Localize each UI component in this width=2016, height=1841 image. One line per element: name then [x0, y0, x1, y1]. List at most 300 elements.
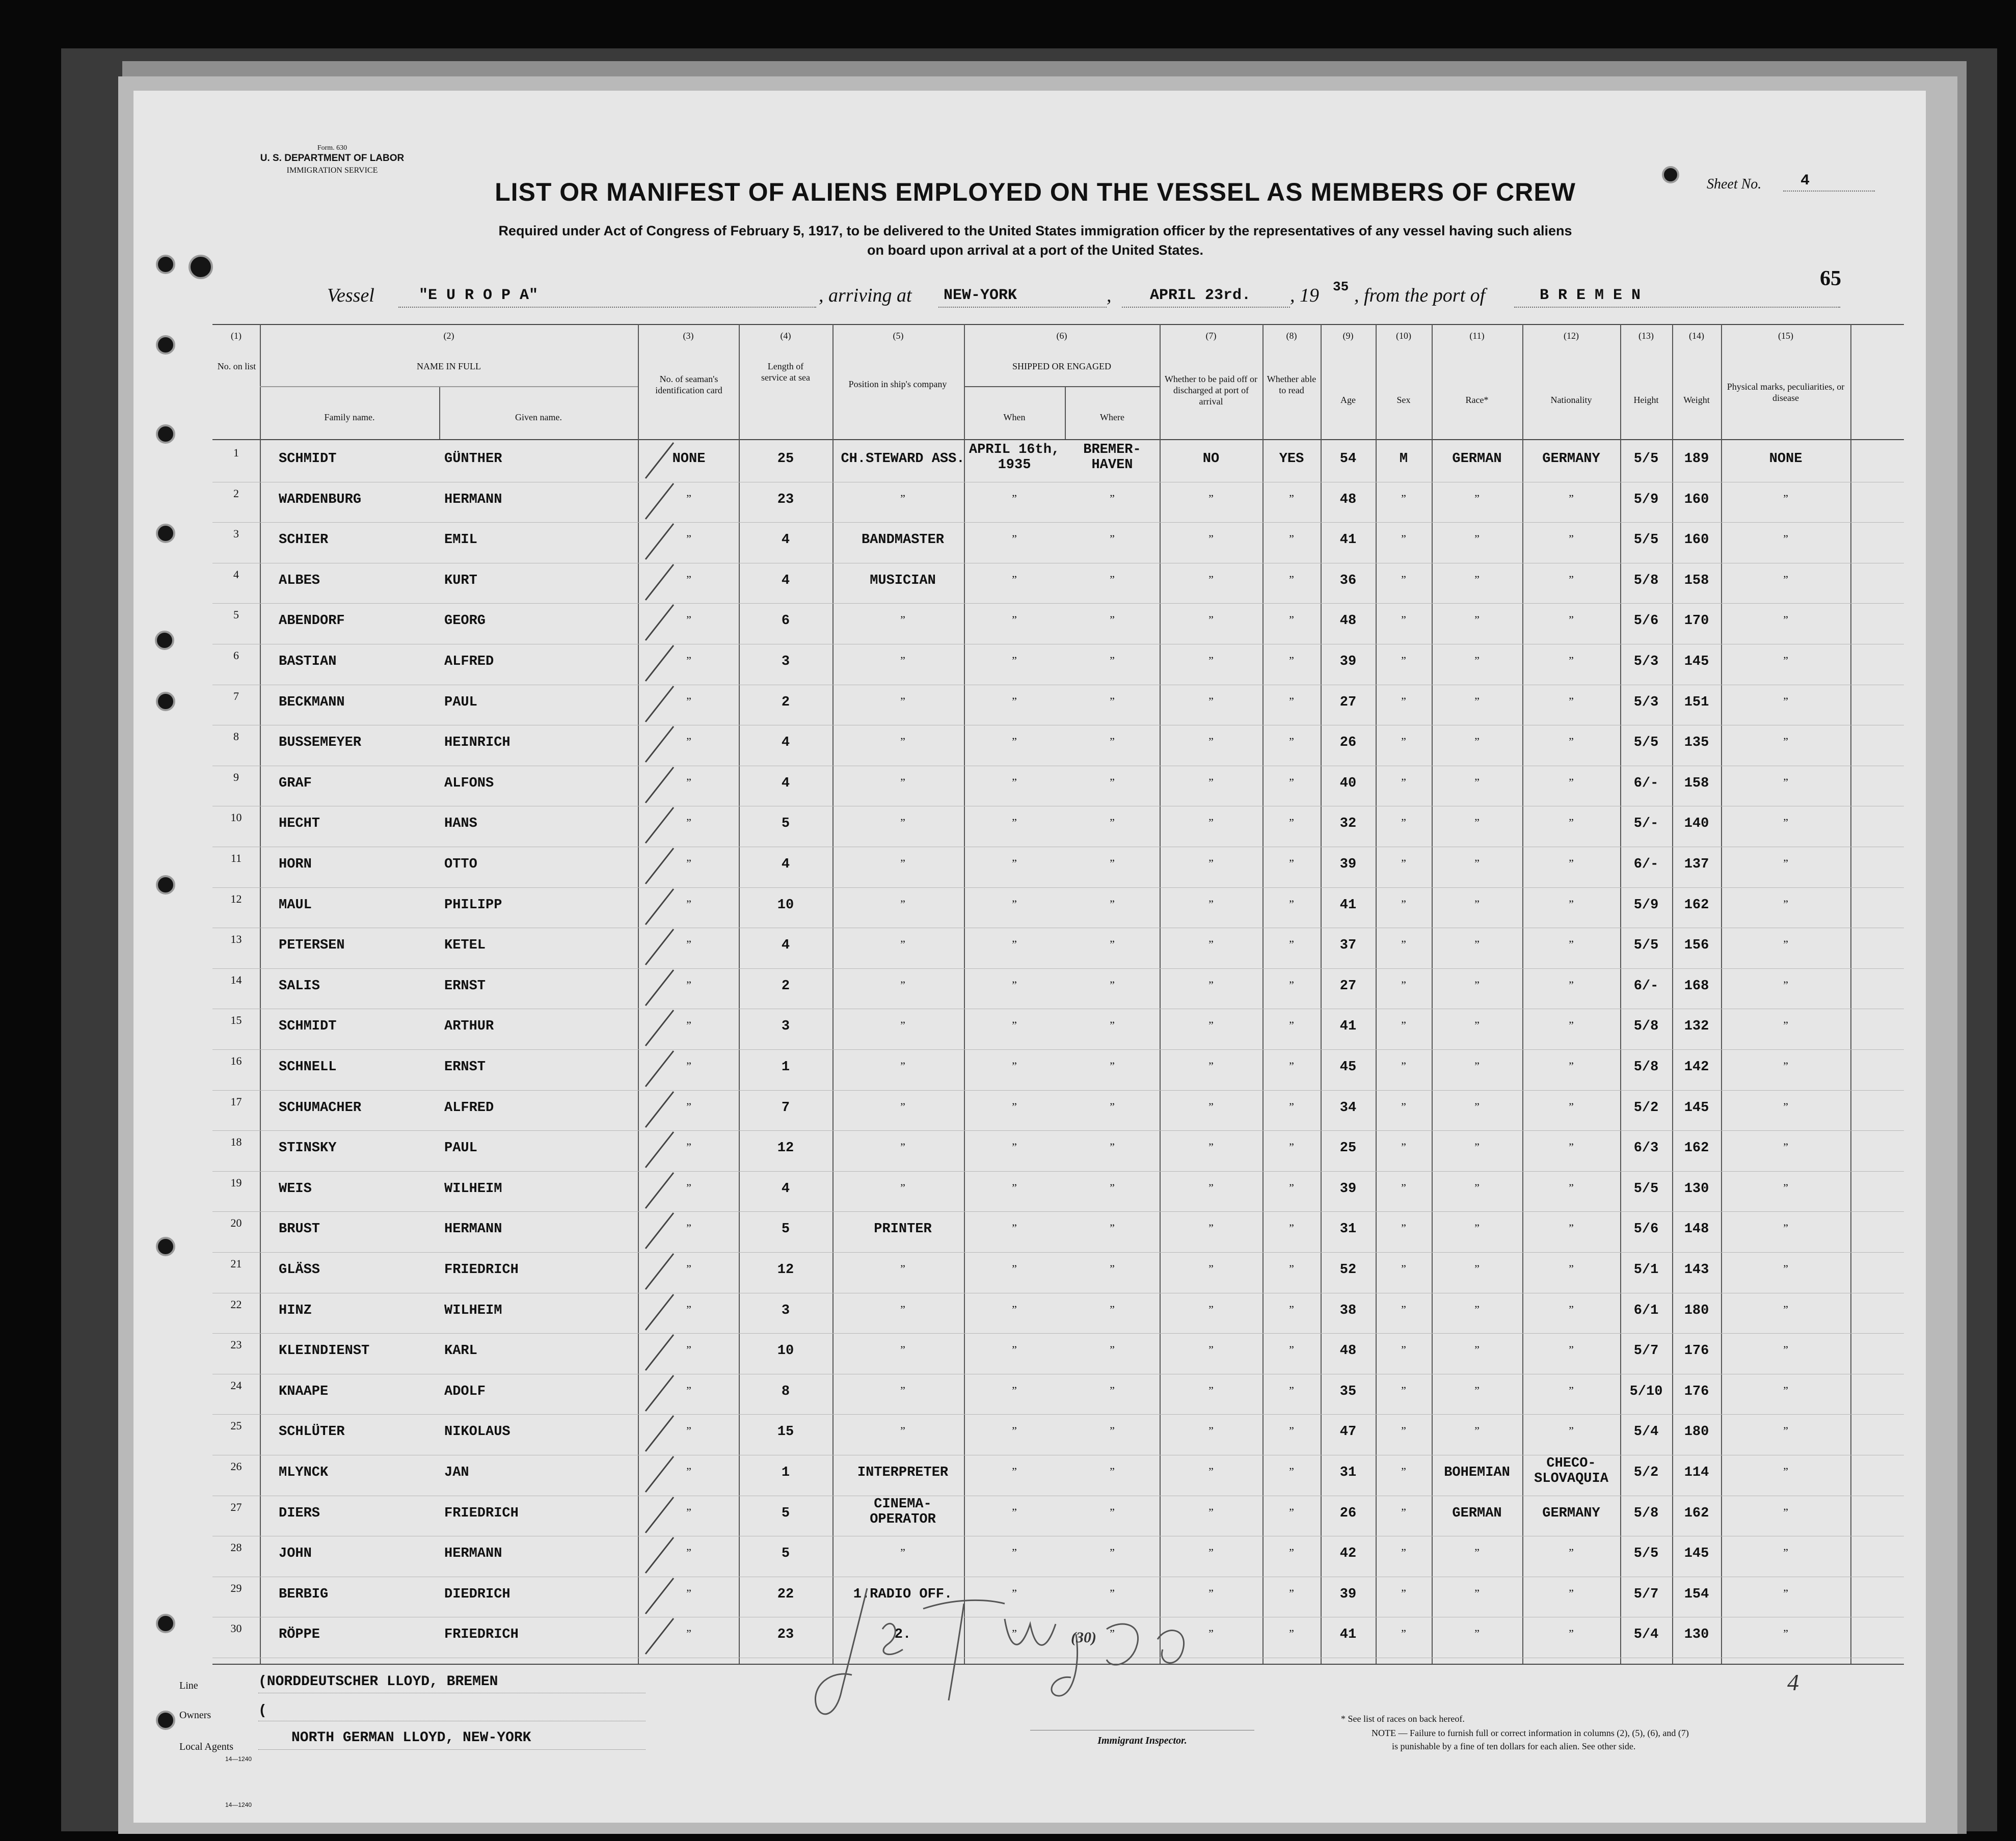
cell-service: 4 [781, 735, 790, 751]
cell-nationality: ” [1569, 1141, 1574, 1154]
cell-marks: ” [1783, 1505, 1788, 1519]
check-mark-icon [643, 1373, 679, 1414]
cell-read: ” [1289, 1505, 1294, 1519]
cell-race: ” [1474, 1546, 1480, 1559]
cell-sex: ” [1401, 694, 1406, 708]
check-mark-icon [643, 805, 679, 846]
vessel-name: "E U R O P A" [419, 287, 539, 304]
check-mark-icon [643, 521, 679, 562]
cell-given: ADOLF [444, 1384, 486, 1399]
cell-height: 6/- [1633, 857, 1659, 872]
cell-sex: ” [1401, 1627, 1406, 1640]
cell-card: ” [686, 775, 691, 789]
cell-when: APRIL 16th, 1935 [969, 442, 1060, 473]
header-position: Position in ship's company [848, 379, 947, 389]
cell-race: ” [1474, 735, 1480, 748]
cell-race: GERMAN [1452, 1505, 1502, 1521]
cell-age: 27 [1339, 694, 1357, 710]
cell-age: 48 [1339, 492, 1357, 507]
row-rule [212, 522, 1904, 523]
cell-sex: ” [1401, 938, 1406, 951]
cell-race: ” [1474, 1222, 1480, 1235]
cell-position: ” [900, 654, 905, 667]
cell-paid-off: ” [1208, 1546, 1214, 1559]
check-mark-icon [643, 1332, 679, 1373]
check-mark-icon [643, 1251, 679, 1292]
cell-where: ” [1110, 492, 1115, 505]
cell-service: 6 [781, 613, 790, 629]
cell-marks: ” [1783, 816, 1788, 829]
cell-weight: 145 [1684, 1546, 1709, 1562]
cell-sex: ” [1401, 1586, 1406, 1600]
cell-position: ” [900, 694, 905, 708]
cell-position: ” [900, 492, 905, 505]
cell-marks: ” [1783, 1222, 1788, 1235]
cell-paid-off: ” [1208, 1060, 1214, 1072]
cell-service: 4 [781, 775, 790, 791]
note-label: NOTE [1372, 1728, 1396, 1738]
cell-weight: 189 [1684, 451, 1709, 467]
cell-given: HANS [444, 816, 477, 832]
cell-no: 9 [233, 770, 239, 783]
cell-marks: ” [1783, 1100, 1788, 1113]
row-rule [212, 887, 1904, 888]
cell-where: ” [1110, 1141, 1115, 1154]
cell-given: PAUL [444, 1141, 477, 1156]
cell-weight: 132 [1684, 1019, 1709, 1035]
check-mark-icon [643, 1170, 679, 1211]
cell-age: 25 [1339, 1141, 1357, 1156]
cell-no: 16 [230, 1054, 242, 1067]
cell-no: 5 [233, 608, 239, 621]
cell-paid-off: ” [1208, 1222, 1214, 1235]
cell-where: ” [1110, 1465, 1115, 1478]
cell-family: SCHUMACHER [279, 1100, 362, 1116]
cell-where: ” [1110, 1586, 1115, 1600]
cell-height: 5/8 [1633, 1060, 1659, 1075]
cell-when: ” [1012, 694, 1017, 708]
cell-marks: ” [1783, 735, 1788, 748]
cell-when: ” [1012, 532, 1017, 546]
cell-position: ” [900, 1060, 905, 1072]
cell-age: 26 [1339, 735, 1357, 751]
corner-handwritten-number: 4 [1787, 1669, 1799, 1695]
cell-read: ” [1289, 1100, 1294, 1113]
header-race: Race* [1465, 395, 1489, 405]
cell-sex: ” [1401, 492, 1406, 505]
from-port-label: , from the port of [1354, 285, 1486, 306]
cell-position: ” [900, 735, 905, 748]
row-rule [212, 1090, 1904, 1091]
check-mark-icon [643, 643, 679, 684]
cell-nationality: ” [1569, 1586, 1574, 1600]
cell-paid-off: ” [1208, 1141, 1214, 1154]
cell-card: ” [686, 1262, 691, 1275]
punch-hole [156, 692, 175, 711]
cell-when: ” [1012, 897, 1017, 910]
cell-no: 28 [230, 1541, 242, 1554]
cell-position: ” [900, 1343, 905, 1357]
vessel-label: Vessel [327, 285, 374, 306]
cell-marks: ” [1783, 1303, 1788, 1316]
cell-height: 5/- [1633, 816, 1659, 832]
cell-height: 5/7 [1633, 1586, 1659, 1602]
cell-given: ALFONS [444, 775, 494, 791]
cell-weight: 135 [1684, 735, 1709, 751]
punch-hole [156, 424, 175, 444]
cell-card: ” [686, 1303, 691, 1316]
cell-marks: ” [1783, 1181, 1788, 1194]
cell-when: ” [1012, 1141, 1017, 1154]
cell-nationality: ” [1569, 694, 1574, 708]
cell-service: 4 [781, 1181, 790, 1197]
cell-weight: 156 [1684, 938, 1709, 954]
cell-given: HERMANN [444, 492, 502, 507]
cell-when: ” [1012, 1262, 1017, 1275]
cell-sex: ” [1401, 532, 1406, 546]
cell-marks: ” [1783, 1586, 1788, 1600]
cell-no: 24 [230, 1378, 242, 1392]
cell-race: ” [1474, 654, 1480, 667]
cell-marks: ” [1783, 1060, 1788, 1072]
cell-height: 5/2 [1633, 1465, 1659, 1480]
cell-age: 48 [1339, 613, 1357, 629]
cell-where: ” [1110, 1343, 1115, 1357]
cell-service: 5 [781, 816, 790, 832]
departure-port: B R E M E N [1540, 287, 1641, 304]
cell-nationality: ” [1569, 1384, 1574, 1397]
cell-weight: 170 [1684, 613, 1709, 629]
cell-weight: 130 [1684, 1627, 1709, 1643]
cell-nationality: ” [1569, 775, 1574, 789]
cell-given: ERNST [444, 978, 486, 994]
cell-weight: 154 [1684, 1586, 1709, 1602]
cell-where: ” [1110, 938, 1115, 951]
cell-family: KNAAPE [279, 1384, 329, 1399]
cell-no: 15 [230, 1014, 242, 1027]
cell-service: 10 [777, 1343, 794, 1359]
cell-marks: ” [1783, 1141, 1788, 1154]
cell-height: 5/1 [1633, 1262, 1659, 1278]
check-mark-icon [643, 1292, 679, 1333]
cell-service: 1 [781, 1060, 790, 1075]
cell-card: ” [686, 816, 691, 829]
cell-age: 39 [1339, 857, 1357, 872]
cell-race: ” [1474, 1303, 1480, 1316]
cell-no: 13 [230, 933, 242, 946]
cell-sex: ” [1401, 1384, 1406, 1397]
check-mark-icon [643, 1008, 679, 1048]
cell-marks: ” [1783, 492, 1788, 505]
header-service-length: Length of service at sea [761, 361, 810, 383]
cell-family: ALBES [279, 573, 320, 588]
cell-age: 32 [1339, 816, 1357, 832]
cell-position: ” [900, 1141, 905, 1154]
cell-race: ” [1474, 1181, 1480, 1194]
row-rule [212, 603, 1904, 604]
cell-read: ” [1289, 1303, 1294, 1316]
cell-marks: ” [1783, 532, 1788, 546]
cell-service: 23 [777, 492, 794, 507]
cell-when: ” [1012, 1100, 1017, 1113]
cell-paid-off: ” [1208, 1424, 1214, 1438]
check-mark-icon [643, 967, 679, 1008]
cell-age: 52 [1339, 1262, 1357, 1278]
cell-where: ” [1110, 613, 1115, 627]
cell-position: ” [900, 897, 905, 910]
cell-paid-off: ” [1208, 897, 1214, 910]
cell-height: 5/6 [1633, 1222, 1659, 1237]
cell-age: 35 [1339, 1384, 1357, 1399]
cell-weight: 151 [1684, 694, 1709, 710]
cell-where: ” [1110, 1100, 1115, 1113]
cell-position: ” [900, 938, 905, 951]
department-name: U. S. DEPARTMENT OF LABOR [260, 153, 405, 164]
cell-where: ” [1110, 1384, 1115, 1397]
cell-paid-off: ” [1208, 1343, 1214, 1357]
cell-service: 10 [777, 897, 794, 913]
cell-card: ” [686, 532, 691, 546]
cell-read: ” [1289, 1181, 1294, 1194]
row-rule [212, 968, 1904, 969]
cell-weight: 137 [1684, 857, 1709, 872]
form-number: Form. 630 [317, 144, 347, 152]
cell-read: ” [1289, 654, 1294, 667]
cell-read: YES [1279, 451, 1304, 467]
cell-read: ” [1289, 1465, 1294, 1478]
cell-sex: ” [1401, 573, 1406, 586]
cell-card: ” [686, 1586, 691, 1600]
cell-when: ” [1012, 857, 1017, 870]
cell-given: ALFRED [444, 654, 494, 669]
cell-no: 22 [230, 1297, 242, 1311]
cell-no: 25 [230, 1419, 242, 1432]
cell-when: ” [1012, 1505, 1017, 1519]
cell-service: 15 [777, 1424, 794, 1440]
cell-family: WARDENBURG [279, 492, 362, 507]
cell-where: ” [1110, 1181, 1115, 1194]
cell-family: KLEINDIENST [279, 1343, 370, 1359]
cell-where: ” [1110, 1505, 1115, 1519]
cell-nationality: ” [1569, 978, 1574, 991]
check-mark-icon [643, 1089, 679, 1130]
cell-height: 5/5 [1633, 1546, 1659, 1562]
cell-race: ” [1474, 492, 1480, 505]
cell-read: ” [1289, 492, 1294, 505]
form-code-bottom: 14—1240 [225, 1801, 252, 1808]
cell-nationality: ” [1569, 938, 1574, 951]
cell-family: ABENDORF [279, 613, 345, 629]
cell-position: ” [900, 775, 905, 789]
cell-given: NIKOLAUS [444, 1424, 510, 1440]
punch-hole [156, 335, 175, 355]
cell-where: ” [1110, 1019, 1115, 1032]
cell-marks: ” [1783, 694, 1788, 708]
cell-given: PAUL [444, 694, 477, 710]
cell-weight: 114 [1684, 1465, 1709, 1480]
cell-weight: 158 [1684, 775, 1709, 791]
owners-value: ( [258, 1703, 267, 1719]
cell-no: 17 [230, 1095, 242, 1108]
cell-read: ” [1289, 857, 1294, 870]
cell-paid-off: ” [1208, 735, 1214, 748]
cell-race: ” [1474, 613, 1480, 627]
sheet-number: 4 [1800, 172, 1810, 189]
cell-family: BRUST [279, 1222, 320, 1237]
cell-weight: 143 [1684, 1262, 1709, 1278]
cell-family: PETERSEN [279, 938, 345, 954]
cell-sex: ” [1401, 775, 1406, 789]
cell-read: ” [1289, 735, 1294, 748]
cell-nationality: ” [1569, 1424, 1574, 1438]
cell-card: ” [686, 1424, 691, 1438]
cell-service: 2 [781, 978, 790, 994]
cell-no: 21 [230, 1257, 242, 1270]
row-rule [212, 1130, 1904, 1131]
cell-nationality: ” [1569, 1303, 1574, 1316]
cell-when: ” [1012, 1181, 1017, 1194]
cell-when: ” [1012, 1384, 1017, 1397]
cell-sex: ” [1401, 1505, 1406, 1519]
cell-age: 41 [1339, 532, 1357, 548]
service-name: IMMIGRATION SERVICE [286, 166, 378, 175]
cell-weight: 180 [1684, 1424, 1709, 1440]
cell-paid-off: ” [1208, 938, 1214, 951]
cell-when: ” [1012, 573, 1017, 586]
cell-nationality: ” [1569, 1627, 1574, 1640]
cell-paid-off: NO [1202, 451, 1220, 467]
cell-race: ” [1474, 1141, 1480, 1154]
cell-where: ” [1110, 573, 1115, 586]
cell-where: ” [1110, 1303, 1115, 1316]
cell-card: ” [686, 1222, 691, 1235]
cell-when: ” [1012, 1546, 1017, 1559]
header-when: When [1003, 412, 1026, 422]
cell-height: 5/7 [1633, 1343, 1659, 1359]
cell-read: ” [1289, 1343, 1294, 1357]
cell-height: 5/5 [1633, 1181, 1659, 1197]
punch-hole [155, 631, 174, 650]
cell-where: ” [1110, 897, 1115, 910]
cell-nationality: ” [1569, 816, 1574, 829]
cell-height: 6/3 [1633, 1141, 1659, 1156]
cell-paid-off: ” [1208, 978, 1214, 991]
cell-age: 40 [1339, 775, 1357, 791]
cell-position: CH.STEWARD ASS. [841, 451, 965, 467]
cell-given: ERNST [444, 1060, 486, 1075]
check-mark-icon [643, 1535, 679, 1576]
cell-marks: ” [1783, 573, 1788, 586]
cell-card: NONE [672, 451, 706, 467]
cell-card: ” [686, 1141, 691, 1154]
punch-hole [156, 524, 175, 543]
cell-marks: ” [1783, 1465, 1788, 1478]
cell-service: 22 [777, 1586, 794, 1602]
cell-when: ” [1012, 1627, 1017, 1640]
cell-position: INTERPRETER [857, 1465, 949, 1480]
cell-age: 26 [1339, 1505, 1357, 1521]
cell-service: 5 [781, 1505, 790, 1521]
cell-paid-off: ” [1208, 857, 1214, 870]
cell-position: CINEMA- OPERATOR [870, 1496, 936, 1527]
line-value: (NORDDEUTSCHER LLOYD, BREMEN [258, 1674, 498, 1690]
cell-weight: 168 [1684, 978, 1709, 994]
cell-race: ” [1474, 1627, 1480, 1640]
cell-paid-off: ” [1208, 1505, 1214, 1519]
cell-weight: 160 [1684, 492, 1709, 507]
punch-hole [156, 875, 175, 895]
cell-race: ” [1474, 694, 1480, 708]
cell-sex: ” [1401, 897, 1406, 910]
cell-sex: ” [1401, 1424, 1406, 1438]
cell-height: 5/4 [1633, 1424, 1659, 1440]
cell-nationality: GERMANY [1542, 451, 1600, 467]
cell-no: 20 [230, 1216, 242, 1230]
cell-family: HORN [279, 857, 312, 872]
cell-given: KARL [444, 1343, 477, 1359]
cell-nationality: ” [1569, 1343, 1574, 1357]
check-mark-icon [643, 684, 679, 724]
cell-family: HINZ [279, 1303, 312, 1318]
cell-service: 2 [781, 694, 790, 710]
cell-family: STINSKY [279, 1141, 337, 1156]
cell-weight: 145 [1684, 1100, 1709, 1116]
cell-paid-off: ” [1208, 1100, 1214, 1113]
punch-hole [156, 1237, 175, 1256]
check-mark-icon [643, 440, 679, 481]
cell-service: 3 [781, 1019, 790, 1035]
cell-weight: 140 [1684, 816, 1709, 832]
arrival-year: 35 [1333, 279, 1349, 294]
cell-race: ” [1474, 938, 1480, 951]
local-agents-value: NORTH GERMAN LLOYD, NEW-YORK [291, 1730, 531, 1746]
cell-height: 5/8 [1633, 573, 1659, 588]
cell-position: MUSICIAN [870, 573, 936, 588]
cell-card: ” [686, 1100, 691, 1113]
cell-read: ” [1289, 1384, 1294, 1397]
cell-height: 5/5 [1633, 532, 1659, 548]
check-mark-icon [643, 765, 679, 805]
cell-when: ” [1012, 1019, 1017, 1032]
cell-height: 5/8 [1633, 1019, 1659, 1035]
cell-family: GLÄSS [279, 1262, 320, 1278]
inspector-label: Immigrant Inspector. [1097, 1735, 1187, 1746]
cell-race: ” [1474, 573, 1480, 586]
cell-race: ” [1474, 1100, 1480, 1113]
cell-read: ” [1289, 573, 1294, 586]
check-mark-icon [643, 1210, 679, 1251]
cell-read: ” [1289, 1222, 1294, 1235]
cell-read: ” [1289, 897, 1294, 910]
inspector-signature [719, 1568, 1219, 1741]
cell-read: ” [1289, 1627, 1294, 1640]
header-name-in-full: NAME IN FULL [417, 361, 481, 371]
cell-marks: ” [1783, 1424, 1788, 1438]
local-agents-label: Local Agents [179, 1741, 234, 1752]
cell-race: ” [1474, 532, 1480, 546]
cell-given: GÜNTHER [444, 451, 502, 467]
cell-read: ” [1289, 1141, 1294, 1154]
cell-weight: 176 [1684, 1384, 1709, 1399]
header-height: Height [1633, 395, 1659, 405]
cell-where: ” [1110, 735, 1115, 748]
cell-no: 19 [230, 1176, 242, 1189]
subtitle-line-2: on board upon arrival at a port of the United States. [867, 242, 1204, 258]
cell-read: ” [1289, 1424, 1294, 1438]
cell-weight: 162 [1684, 1141, 1709, 1156]
cell-no: 10 [230, 811, 242, 824]
cell-read: ” [1289, 1060, 1294, 1072]
